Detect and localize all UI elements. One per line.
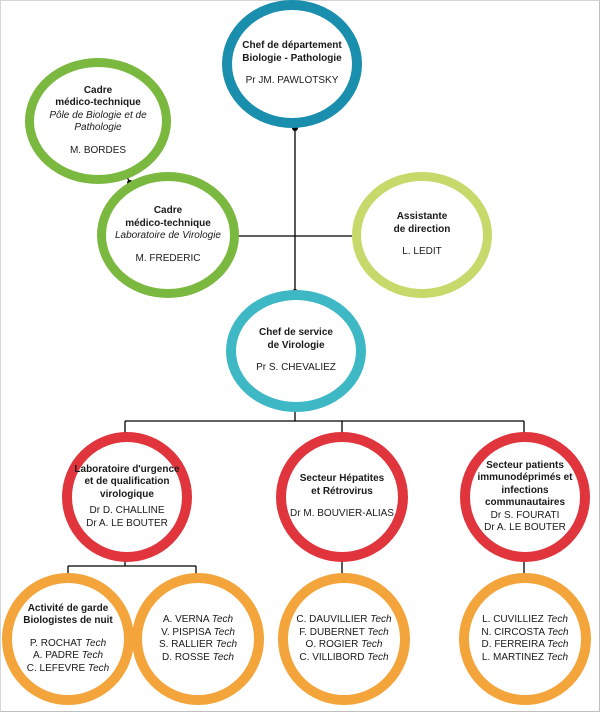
secteur-hepatites-title-1: Secteur Hépatites — [299, 473, 385, 485]
team-verna-member: A. VERNA Tech — [162, 614, 234, 625]
cadre-pole-person: M. BORDES — [69, 144, 127, 156]
cadre-pole-subtitle-1: Pôle de Biologie et de — [49, 109, 147, 121]
cadre-labo-title-2: médico-technique — [125, 217, 211, 229]
cadre-labo-title-1: Cadre — [153, 205, 183, 216]
team-dauvillier-member: F. DUBERNET Tech — [299, 626, 389, 638]
team-cuvilliez-member: L. MARTINEZ Tech — [481, 651, 569, 663]
garde-member: A. PADRE Tech — [32, 650, 104, 662]
chef-service-title-1: Chef de service — [259, 327, 333, 339]
chef-departement-title-2: Biologie - Pathologie — [242, 52, 342, 64]
team-dauvillier-member: C. DAUVILLIER Tech — [296, 614, 392, 625]
secteur-immuno-person-1: Dr S. FOURATI — [490, 509, 560, 521]
node-chef-departement — [222, 0, 362, 128]
team-cuvilliez-member: N. CIRCOSTA Tech — [481, 626, 569, 638]
team-verna-member: V. PISPISA Tech — [161, 626, 235, 638]
laboratoire-urgence-person-2: Dr A. LE BOUTER — [86, 517, 168, 529]
node-team-cuvilliez — [459, 573, 591, 705]
secteur-immuno-title-2: immunodéprimés et — [477, 472, 573, 483]
chef-departement-title-1: Chef de département — [242, 40, 342, 52]
assistante-title-1: Assistante — [396, 211, 448, 223]
laboratoire-urgence-title-2: et de qualification — [84, 476, 170, 488]
team-dauvillier-member: O. ROGIER Tech — [305, 639, 383, 650]
team-verna-member: S. RALLIER Tech — [158, 639, 238, 650]
secteur-immuno-title-3: infections — [501, 484, 549, 496]
garde-title-2: Biologistes de nuit — [23, 615, 113, 627]
cadre-pole-subtitle-2: Pathologie — [74, 122, 122, 134]
node-garde — [2, 573, 134, 705]
node-cadre-pole — [25, 58, 171, 184]
secteur-immuno-title-4: communautaires — [484, 497, 566, 508]
cadre-labo-person: M. FREDERIC — [135, 252, 201, 264]
chef-service-title-2: de Virologie — [267, 339, 325, 351]
garde-member: P. ROCHAT Tech — [29, 637, 107, 649]
node-secteur-hepatites — [276, 432, 408, 562]
team-verna-member: D. ROSSE Tech — [162, 651, 234, 663]
cadre-pole-title-1: Cadre — [83, 84, 113, 96]
secteur-hepatites-title-2: et Rétrovirus — [311, 485, 373, 497]
garde-member: C. LEFEVRE Tech — [26, 662, 110, 674]
team-cuvilliez-member: D. FERREIRA Tech — [481, 639, 569, 650]
assistante-title-2: de direction — [393, 223, 451, 235]
node-secteur-immuno — [460, 432, 590, 562]
secteur-immuno-person-2: Dr A. LE BOUTER — [484, 522, 566, 533]
cadre-pole-title-2: médico-technique — [55, 97, 141, 109]
node-team-verna — [132, 573, 264, 705]
node-laboratoire-urgence — [62, 432, 192, 562]
team-dauvillier-member: C. VILLIBORD Tech — [299, 651, 389, 663]
laboratoire-urgence-person-1: Dr D. CHALLINE — [89, 505, 165, 517]
secteur-hepatites-person: Dr M. BOUVIER-ALIAS — [290, 508, 394, 520]
chef-service-person: Pr S. CHEVALIEZ — [256, 362, 336, 374]
laboratoire-urgence-title-3: virologique — [100, 488, 154, 500]
chef-departement-person: Pr JM. PAWLOTSKY — [245, 75, 339, 87]
node-assistante — [352, 172, 492, 298]
team-cuvilliez-member: L. CUVILLIEZ Tech — [482, 614, 568, 625]
laboratoire-urgence-title-1: Laboratoire d'urgence — [74, 463, 180, 475]
assistante-person: L. LEDIT — [402, 246, 442, 258]
node-cadre-labo — [97, 172, 239, 298]
node-chef-service — [226, 290, 366, 412]
cadre-labo-subtitle: Laboratoire de Virologie — [114, 230, 221, 241]
node-team-dauvillier — [278, 573, 410, 705]
garde-title-1: Activité de garde — [27, 602, 109, 614]
secteur-immuno-title-1: Secteur patients — [486, 459, 564, 471]
